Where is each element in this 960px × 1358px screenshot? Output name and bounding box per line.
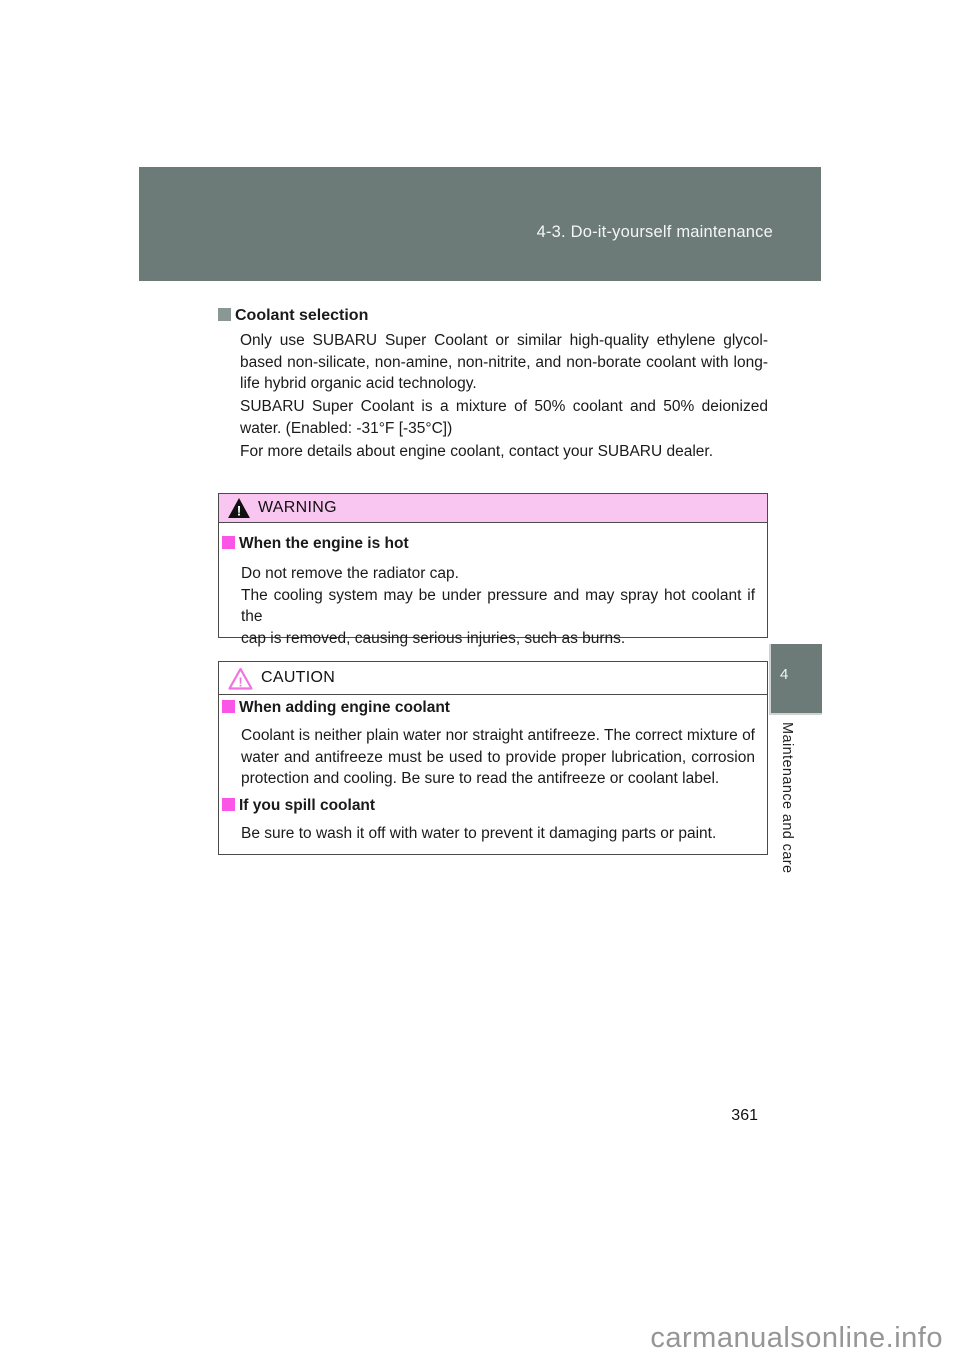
svg-text:!: !: [238, 674, 243, 689]
caution-item-heading-label: When adding engine coolant: [239, 699, 450, 716]
caution-box: [218, 661, 768, 855]
caution-box-header: [219, 662, 767, 695]
paragraph-line: water. (Enabled: -31°F [-35°C]): [240, 419, 453, 437]
caution-body-line: water and antifreeze must be used to provide proper lubrication, corrosion: [241, 748, 755, 766]
warning-box-header: [219, 494, 767, 523]
section-heading: [218, 305, 368, 326]
warning-body-line: The cooling system may be under pressure and may spray hot coolant if the: [241, 586, 755, 625]
chapter-tab: [769, 644, 822, 715]
caution-body-line: protection and cooling. Be sure to read the antifreeze or coolant label.: [241, 770, 720, 787]
paragraph-line: SUBARU Super Coolant is a mixture of 50% coolant and 50% deionized: [240, 398, 768, 415]
warning-item-heading-label: When the engine is hot: [239, 535, 409, 552]
caution-item-heading-label: If you spill coolant: [239, 796, 376, 814]
chapter-title-vertical: Maintenance and care: [779, 722, 795, 874]
warning-item-body: [241, 563, 755, 649]
svg-text:!: !: [236, 503, 242, 518]
paragraph-line: life hybrid organic acid technology.: [240, 375, 477, 392]
caution-label: CAUTION: [261, 669, 336, 686]
watermark: carmanualsonline.info: [650, 1322, 943, 1354]
caution-triangle-icon: [228, 667, 253, 690]
warning-triangle-icon: [228, 498, 250, 518]
square-bullet-icon: [222, 536, 235, 549]
paragraph-line: Only use SUBARU Super Coolant or similar high-quality ethylene glycol-: [240, 332, 768, 349]
caution-box-content: [219, 697, 767, 844]
caution-item-body: [241, 725, 755, 790]
square-bullet-icon: [222, 700, 235, 713]
warning-label: WARNING: [258, 499, 337, 516]
breadcrumb: 4-3. Do-it-yourself maintenance: [536, 223, 773, 241]
square-bullet-icon: [218, 308, 231, 321]
caution-body-line: Coolant is neither plain water nor straight antifreeze. The correct mixture of: [241, 727, 755, 744]
warning-box: [218, 493, 768, 647]
paragraph-line: For more details about engine coolant, contact your SUBARU dealer.: [240, 443, 714, 460]
section-heading-label: Coolant selection: [235, 307, 369, 324]
caution-item-heading: [222, 795, 755, 816]
warning-body-line: cap is removed, causing serious injuries, such as burns.: [241, 629, 626, 647]
warning-box-content: [219, 533, 767, 649]
chapter-number: 4: [780, 666, 789, 683]
paragraph: [240, 330, 768, 395]
paragraph: [240, 396, 768, 439]
page-number: 361: [731, 1107, 758, 1124]
paragraph-line: based non-silicate, non-amine, non-nitrite, and non-borate coolant with long-: [240, 353, 768, 371]
caution-item-heading: [222, 697, 755, 718]
square-bullet-icon: [222, 798, 235, 811]
warning-body-line: Do not remove the radiator cap.: [241, 565, 459, 582]
caution-body-line: Be sure to wash it off with water to prevent it damaging parts or paint.: [241, 824, 717, 842]
paragraph: [240, 441, 768, 463]
caution-item-body: [241, 823, 755, 845]
warning-item-heading: [222, 533, 755, 554]
chapter-header-band: [139, 167, 821, 281]
